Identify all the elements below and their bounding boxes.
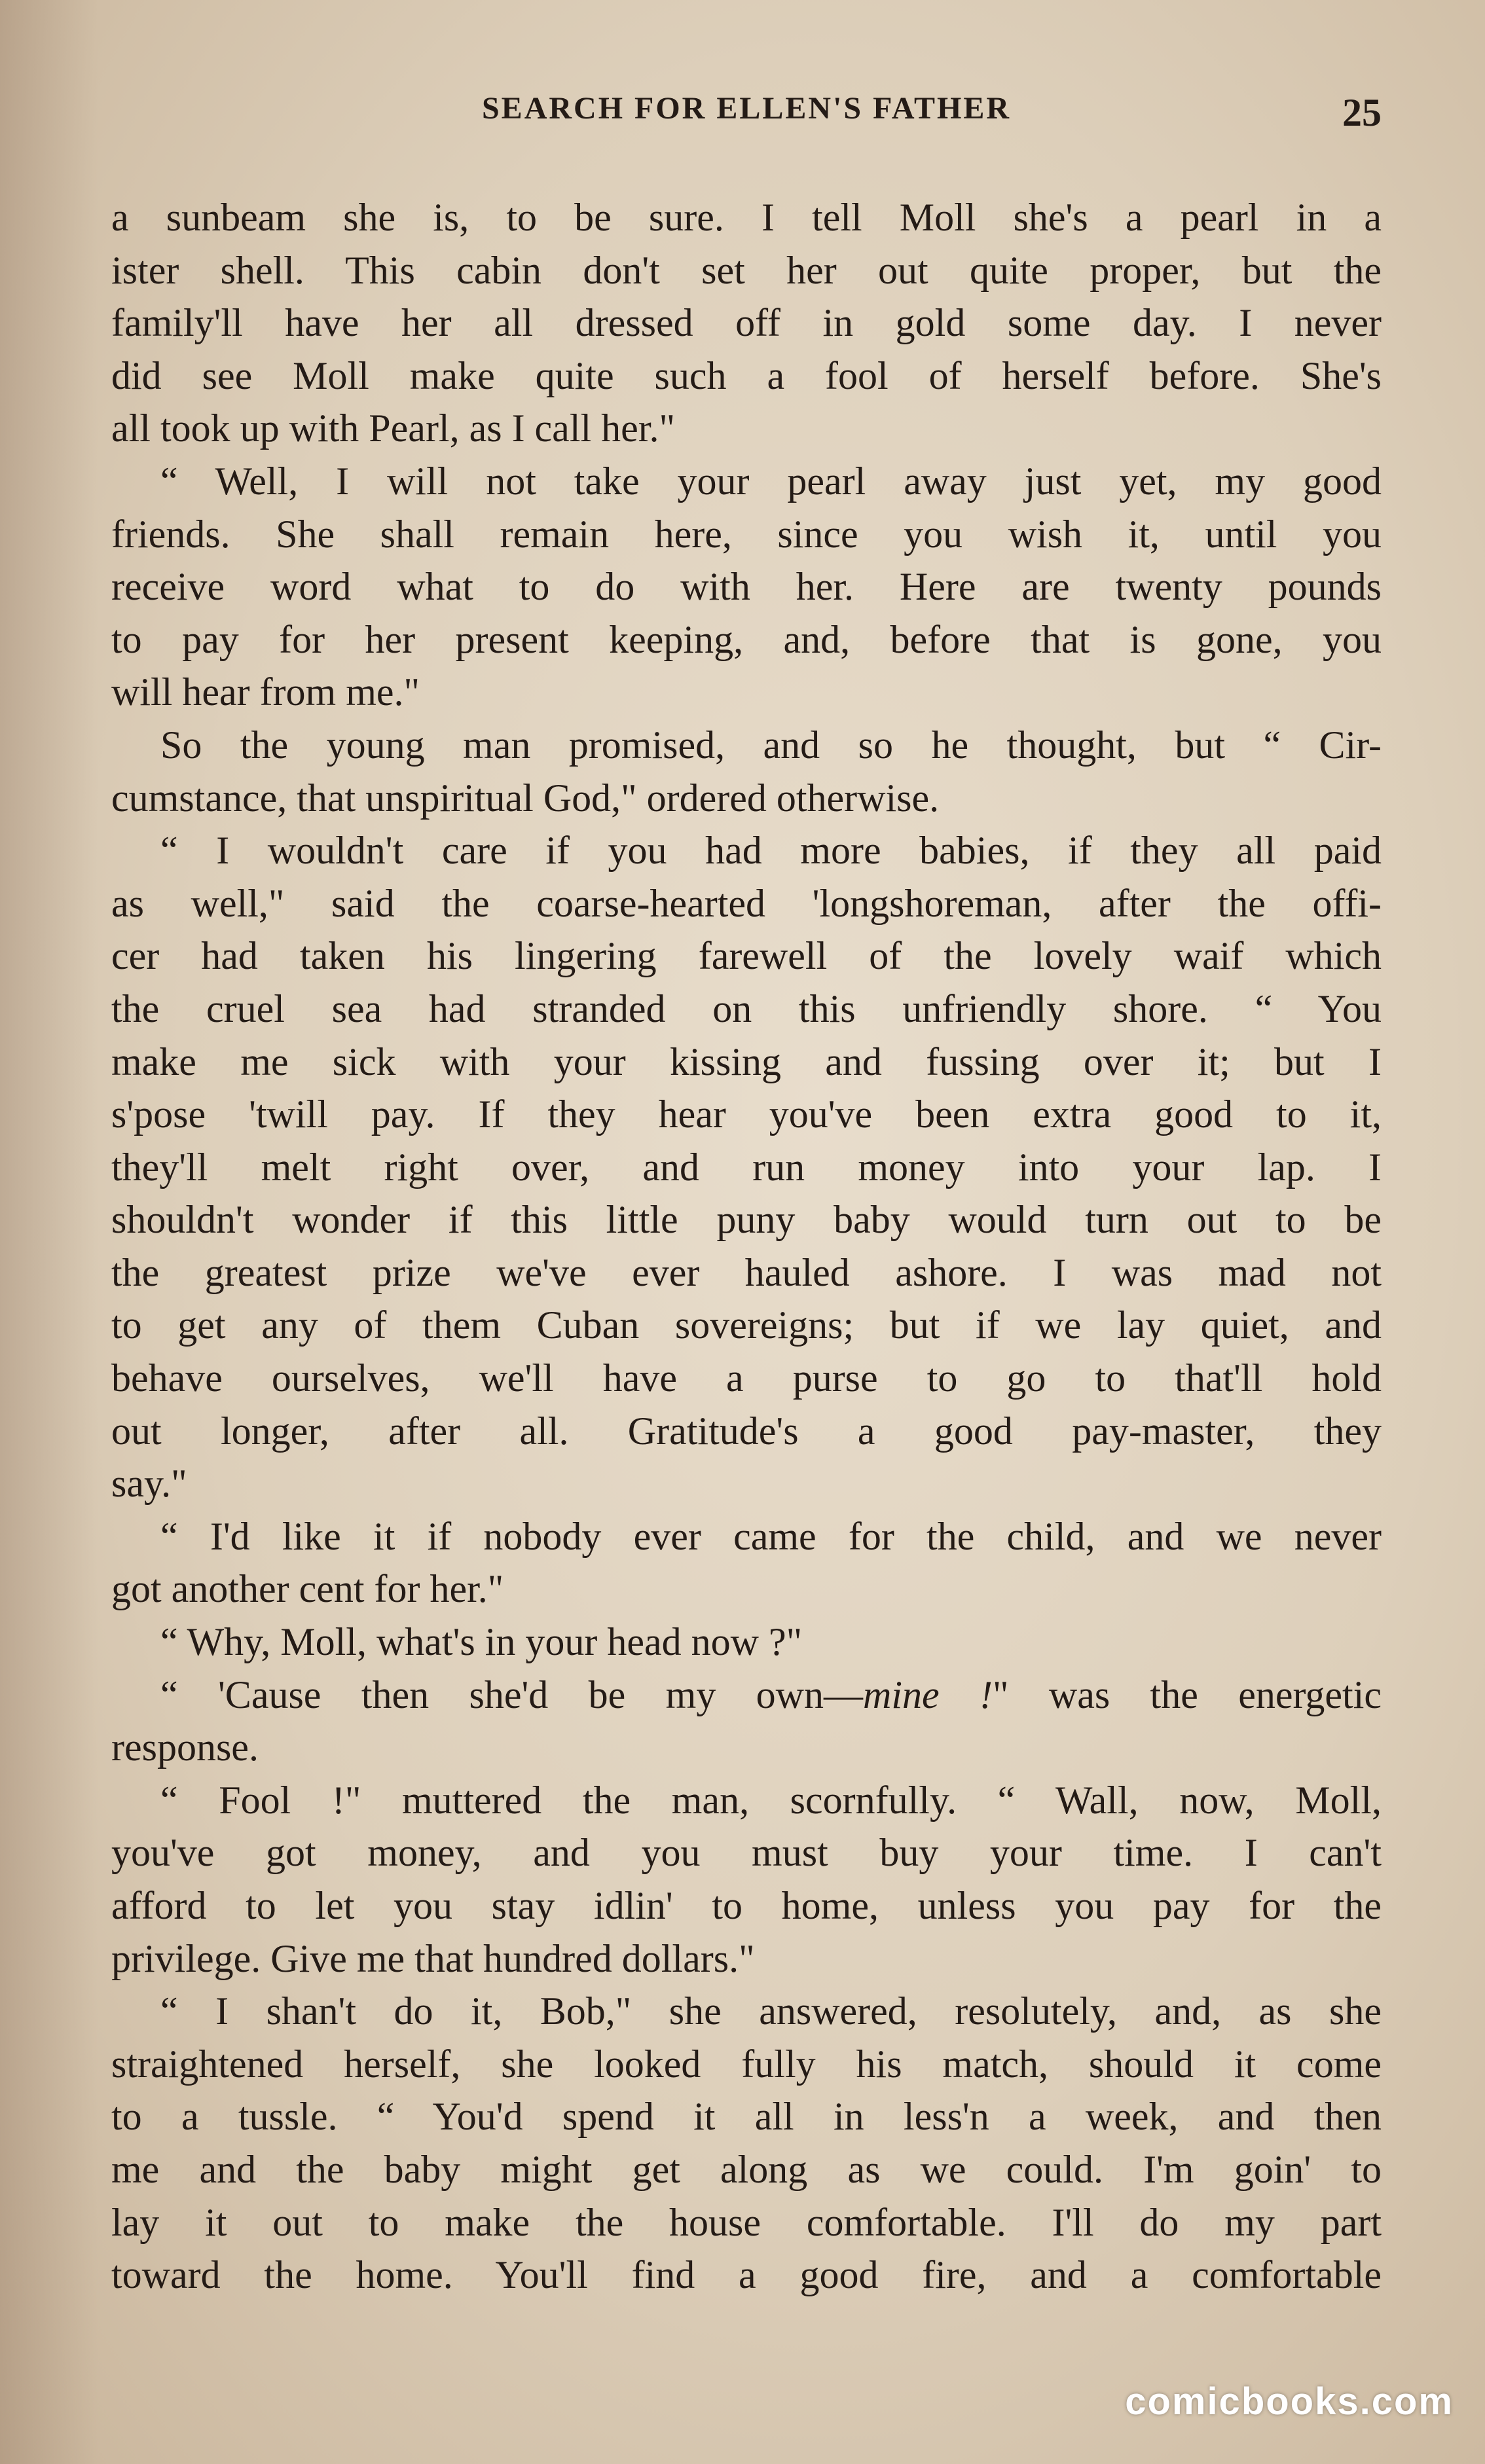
text-line: me and the baby might get along as we could. I'm goin' to — [111, 2147, 1382, 2191]
text-line: they'll melt right over, and run money into your lap. I — [111, 1145, 1382, 1189]
watermark: comicbooks.com — [1125, 2380, 1454, 2423]
text-line: “ Why, Moll, what's in your head now ?" — [160, 1620, 803, 1664]
running-head: SEARCH FOR ELLEN'S FATHER — [481, 91, 1011, 126]
text-line: afford to let you stay idlin' to home, unless you pay for the — [111, 1884, 1382, 1927]
text-line: a sunbeam she is, to be sure. I tell Moll she's a pearl in a — [111, 196, 1382, 239]
text-line: shouldn't wonder if this little puny baby would turn out to be — [111, 1198, 1382, 1242]
text-line: straightened herself, she looked fully his match, should it come — [111, 2042, 1382, 2086]
text-line: “ Well, I will not take your pearl away just yet, my good — [160, 459, 1382, 503]
text-line: lay it out to make the house comfortable. I'll do my part — [111, 2200, 1382, 2244]
text-line: “ I shan't do it, Bob," she answered, resolutely, and, as she — [160, 1989, 1382, 2033]
emphasis-text: mine ! — [863, 1673, 993, 1716]
text-line: to get any of them Cuban sovereigns; but if we lay quiet, and — [111, 1303, 1382, 1347]
text-line: “ I'd like it if nobody ever came for the child, and we never — [160, 1514, 1382, 1558]
text-line: make me sick with your kissing and fussing over it; but I — [111, 1040, 1382, 1083]
text-line: s'pose 'twill pay. If they hear you've been extra good to it, — [111, 1093, 1382, 1136]
text-line: response. — [111, 1726, 259, 1769]
text-line: cer had taken his lingering farewell of the lovely waif which — [111, 934, 1382, 978]
text-line: to a tussle. “ You'd spend it all in less'n a week, and then — [111, 2095, 1382, 2139]
text-line: “ Fool !" muttered the man, scornfully. “ Wall, now, Moll, — [160, 1778, 1382, 1822]
text-line: “ I wouldn't care if you had more babies, if they all paid — [160, 829, 1382, 873]
text-line: all took up with Pearl, as I call her." — [111, 407, 675, 450]
text-line: out longer, after all. Gratitude's a good pay-master, they — [111, 1409, 1382, 1453]
text-line: you've got money, and you must buy your time. I can't — [111, 1831, 1382, 1875]
text-line: “ 'Cause then she'd be my own—mine !" was the energetic — [160, 1673, 1382, 1716]
text-line: got another cent for her." — [111, 1567, 504, 1611]
text-line: receive word what to do with her. Here are twenty pounds — [111, 565, 1382, 609]
text-line: family'll have her all dressed off in gold some day. I never — [111, 301, 1382, 345]
text-line: say." — [111, 1462, 187, 1506]
text-line: friends. She shall remain here, since you wish it, until you — [111, 512, 1382, 556]
binding-shadow — [0, 0, 98, 2464]
text-line: to pay for her present keeping, and, before that is gone, you — [111, 617, 1382, 661]
body-text — [111, 191, 1382, 2302]
text-line: toward the home. You'll find a good fire, and a comfortable — [111, 2253, 1382, 2297]
page-number: 25 — [1342, 91, 1382, 134]
text-line: ister shell. This cabin don't set her out quite proper, but the — [111, 248, 1382, 292]
text-line: the cruel sea had stranded on this unfriendly shore. “ You — [111, 987, 1382, 1030]
text-line: will hear from me." — [111, 670, 420, 714]
page-header — [111, 90, 1382, 143]
text-line: privilege. Give me that hundred dollars." — [111, 1936, 755, 1980]
text-line: So the young man promised, and so he thought, but “ Cir- — [160, 723, 1382, 767]
text-line: did see Moll make quite such a fool of herself before. She's — [111, 353, 1382, 397]
text-line: the greatest prize we've ever hauled ashore. I was mad not — [111, 1250, 1382, 1294]
text-line: as well," said the coarse-hearted 'longshoreman, after the offi- — [111, 881, 1382, 925]
text-line: cumstance, that unspiritual God," ordered otherwise. — [111, 776, 940, 820]
text-line: behave ourselves, we'll have a purse to go to that'll hold — [111, 1356, 1382, 1400]
